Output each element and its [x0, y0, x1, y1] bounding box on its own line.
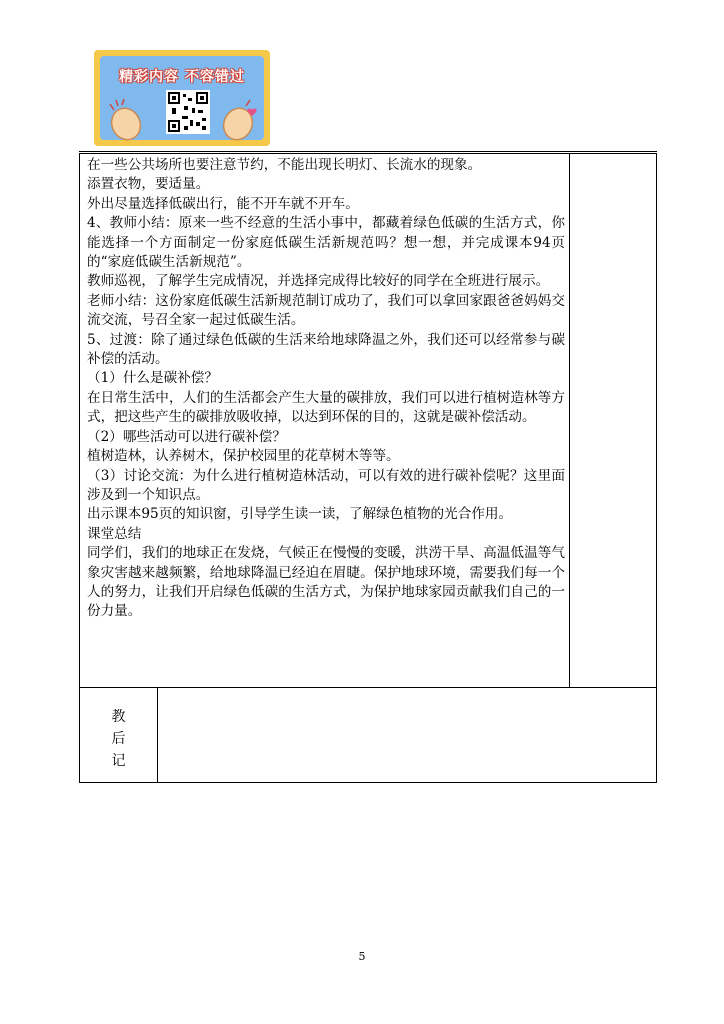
clapping-hands-icon: [104, 96, 152, 144]
paragraph: 教师巡视，了解学生完成情况，并选择完成得比较好的同学在全班进行展示。: [87, 273, 550, 290]
label-char: 后: [111, 731, 126, 747]
banner-headline: 精彩内容 不容错过: [119, 69, 245, 85]
qr-code-icon: [166, 90, 210, 134]
column-divider: [569, 153, 570, 687]
label-char: 教: [111, 709, 126, 725]
page-number: 5: [358, 950, 366, 963]
label-divider: [157, 687, 158, 783]
paragraph: （1）什么是碳补偿？: [87, 370, 218, 387]
clapping-hands-icon: [212, 96, 260, 144]
lesson-content: [87, 156, 565, 622]
banner-panel: [100, 56, 264, 140]
paragraph: （3）讨论交流：为什么进行植树造林活动，可以有效的进行碳补偿呢？这里面涉及到一个知识点。: [87, 467, 565, 503]
paragraph: 植树造林，认养树木，保护校园里的花草树木等等。: [87, 448, 400, 465]
reflection-label: [80, 690, 157, 780]
table-top-rule: [79, 151, 657, 152]
paragraph: 外出尽量选择低碳出行，能不开车就不开车。: [87, 195, 359, 212]
paragraph: 5、过渡：除了通过绿色低碳的生活来给地球降温之外，我们还可以经常参与碳补偿的活动。: [87, 331, 565, 368]
paragraph: 4、教师小结：原来一些不经意的生活小事中，都藏着绿色低碳的生活方式，你能选择一个方面制定一份家庭低碳生活新规范吗？想一想，并完成课本94页的“家庭低碳生活新规范”。: [87, 215, 565, 271]
paragraph: 同学们，我们的地球正在发烧，气候正在慢慢的变暖，洪涝干旱、高温低温等气象灾害越来越频繁，给地球降温已经迫在眉睫。保护地球环境，需要我们每一个人的努力，让我们开启绿色低碳的生活方式，为保护地球家园贡献我们自己的一份力量。: [87, 545, 565, 620]
promo-banner: [94, 50, 270, 146]
paragraph: 老师小结：这份家庭低碳生活新规范制订成功了，我们可以拿回家跟爸爸妈妈交流交流，号召全家一起过低碳生活。: [87, 292, 565, 329]
paragraph: 添置衣物，要适量。: [87, 176, 210, 193]
paragraph: （2）哪些活动可以进行碳补偿？: [87, 428, 286, 445]
label-char: 记: [111, 753, 126, 769]
section-heading: 课堂总结: [87, 525, 142, 542]
paragraph: 在日常生活中，人们的生活都会产生大量的碳排放，我们可以进行植树造林等方式，把这些产生的碳排放吸收掉，以达到环保的目的，这就是碳补偿活动。: [87, 389, 565, 426]
paragraph: 出示课本95页的知识窗，引导学生读一读，了解绿色植物的光合作用。: [87, 506, 513, 523]
row-divider: [79, 687, 657, 688]
paragraph: 在一些公共场所也要注意节约，不能出现长明灯、长流水的现象。: [87, 157, 482, 173]
